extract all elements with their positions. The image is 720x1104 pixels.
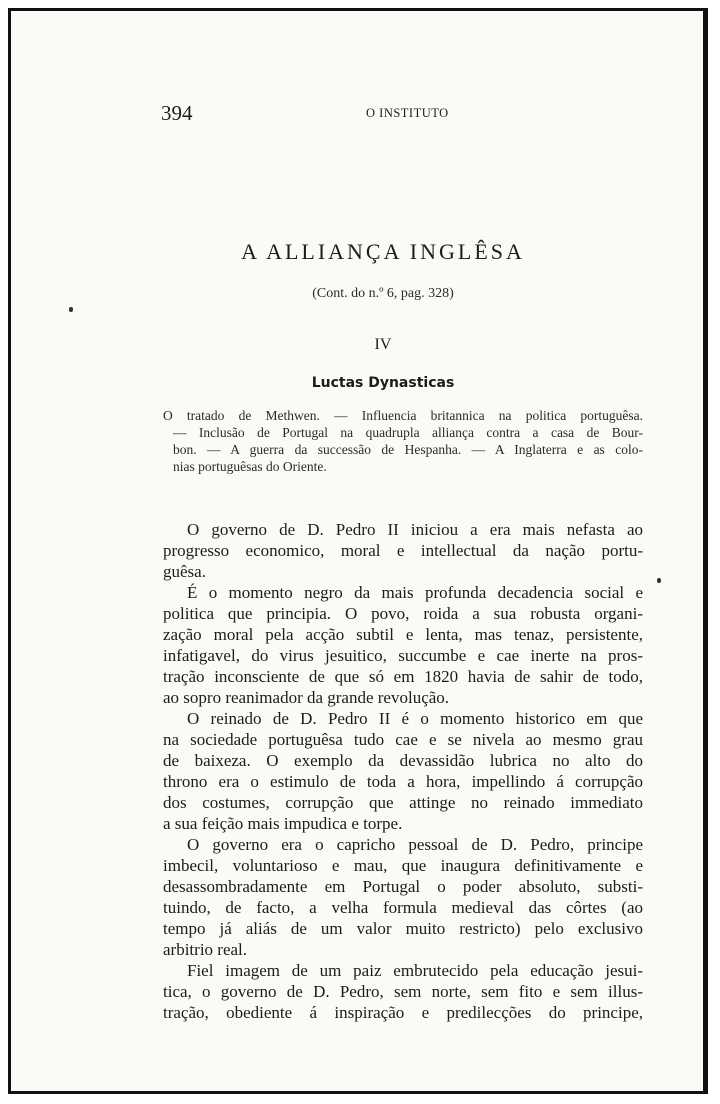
body-line: infatigavel, do virus jesuitico, succumbe e cae inerte na pros- [163,646,643,665]
body-line: dos costumes, corrupção que attinge no reinado immediato [163,793,643,812]
body-line: progresso economico, moral e intellectual da nação portu- [163,541,643,560]
chapter-number: IV [374,336,392,353]
body-line: tempo já aliás de um valor muito restricto) pelo exclusivo [163,919,643,938]
page-header [161,101,561,129]
body-line: na sociedade portuguêsa tudo cae e se nivela ao mesmo grau [163,730,643,749]
running-head: O INSTITUTO [366,106,449,120]
chapter-title: Luctas Dynasticas [311,375,455,391]
body-line: tração, obediente á inspiração e predilecções do principe, [163,1003,643,1022]
article-title: A ALLIANÇA INGLÊSA [241,239,525,264]
body-line: desassombradamente em Portugal o poder absoluto, substi- [163,877,643,896]
body-line: ao sopro reanimador da grande revolução. [163,688,450,707]
body-line: zação moral pela acção subtil e lenta, mas tenaz, persistente, [163,625,643,644]
body-line: de baixeza. O exemplo da devassidão lubrica no alto do [163,751,643,770]
page-number: 394 [161,101,193,125]
body-line: tuindo, de facto, a velha formula medieval das côrtes (ao [163,898,643,917]
body-line: O governo de D. Pedro II iniciou a era mais nefasta ao [187,520,643,539]
body-line: a sua feição mais impudica e torpe. [163,814,403,833]
article-body [163,519,643,1023]
summary-line: bon. — A guerra da successão de Hespanha. — A Inglaterra e as colo- [173,442,643,457]
body-line: arbitrio real. [163,940,248,959]
continuation-note: (Cont. do n.º 6, pag. 328) [312,286,454,301]
body-line: politica que principia. O povo, roida a sua robusta organi- [163,604,643,623]
summary-line: — Inclusão de Portugal na quadrupla alliança contra a casa de Bour- [173,425,643,440]
scan-speck [69,307,73,312]
summary-line: O tratado de Methwen. — Influencia britannica na politica portuguêsa. [163,408,643,423]
body-line: O governo era o capricho pessoal de D. Pedro, principe [187,835,643,854]
document-page [8,8,708,1094]
chapter-summary [163,407,643,475]
body-line: É o momento negro da mais profunda decadencia social e [187,583,643,602]
body-line: guêsa. [163,562,206,581]
summary-line: nias portuguêsas do Oriente. [173,459,327,474]
body-line: tração inconsciente de que só em 1820 havia de sahir de todo, [163,667,643,686]
body-line: Fiel imagem de um paiz embrutecido pela educação jesui- [187,961,643,980]
scan-speck [657,578,661,583]
body-line: O reinado de D. Pedro II é o momento historico em que [187,709,643,728]
body-line: tica, o governo de D. Pedro, sem norte, sem fito e sem illus- [163,982,643,1001]
body-line: throno era o estimulo de toda a hora, impellindo á corrupção [163,772,643,791]
body-line: imbecil, voluntarioso e mau, que inaugura definitivamente e [163,856,643,875]
